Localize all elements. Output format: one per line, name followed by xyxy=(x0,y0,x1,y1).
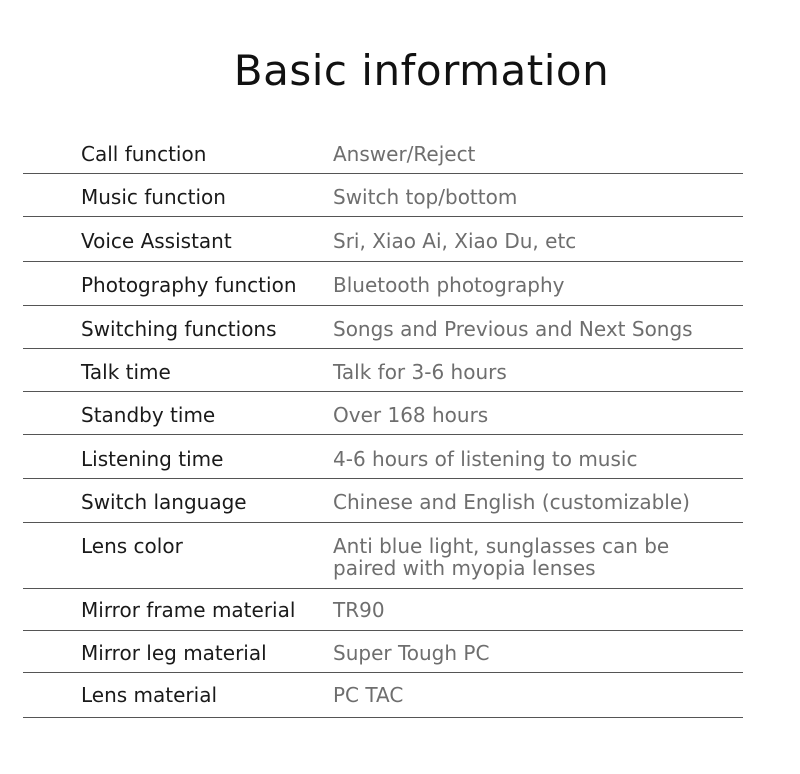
spec-value: TR90 xyxy=(333,598,385,622)
spec-label: Switch language xyxy=(81,490,247,514)
spec-value: Over 168 hours xyxy=(333,403,489,427)
spec-value: Super Tough PC xyxy=(333,641,490,665)
spec-value: Switch top/bottom xyxy=(333,185,518,209)
spec-row-lens-color xyxy=(23,523,743,589)
spec-row-listening-time xyxy=(23,435,743,479)
spec-row-switch-language xyxy=(23,479,743,523)
spec-row-call-function xyxy=(23,138,743,174)
spec-row-voice-assistant xyxy=(23,217,743,262)
spec-label: Mirror frame material xyxy=(81,598,296,622)
spec-value: Answer/Reject xyxy=(333,142,476,166)
spec-value: Bluetooth photography xyxy=(333,273,565,297)
spec-row-photography-function xyxy=(23,262,743,306)
spec-value: Talk for 3-6 hours xyxy=(333,360,507,384)
spec-row-mirror-frame-material xyxy=(23,589,743,631)
spec-value: Chinese and English (customizable) xyxy=(333,490,690,514)
spec-value: Songs and Previous and Next Songs xyxy=(333,317,693,341)
spec-value: PC TAC xyxy=(333,683,404,707)
spec-value: 4-6 hours of listening to music xyxy=(333,447,638,471)
spec-label: Listening time xyxy=(81,447,224,471)
spec-row-music-function xyxy=(23,174,743,217)
spec-label: Photography function xyxy=(81,273,297,297)
spec-label: Switching functions xyxy=(81,317,277,341)
spec-label: Lens material xyxy=(81,683,218,707)
spec-label: Mirror leg material xyxy=(81,641,267,665)
spec-row-talk-time xyxy=(23,349,743,392)
spec-label: Music function xyxy=(81,185,226,209)
spec-row-standby-time xyxy=(23,392,743,435)
spec-label: Call function xyxy=(81,142,207,166)
spec-value: Sri, Xiao Ai, Xiao Du, etc xyxy=(333,229,577,253)
spec-row-lens-material xyxy=(23,673,743,718)
spec-label: Lens color xyxy=(81,534,183,558)
spec-label: Standby time xyxy=(81,403,216,427)
spec-label: Talk time xyxy=(81,360,171,384)
page-title: Basic information xyxy=(233,46,610,95)
spec-label: Voice Assistant xyxy=(81,229,232,253)
spec-row-switching-functions xyxy=(23,306,743,349)
spec-row-mirror-leg-material xyxy=(23,631,743,673)
spec-value: Anti blue light, sunglasses can be paired with myopia lenses xyxy=(333,534,670,580)
